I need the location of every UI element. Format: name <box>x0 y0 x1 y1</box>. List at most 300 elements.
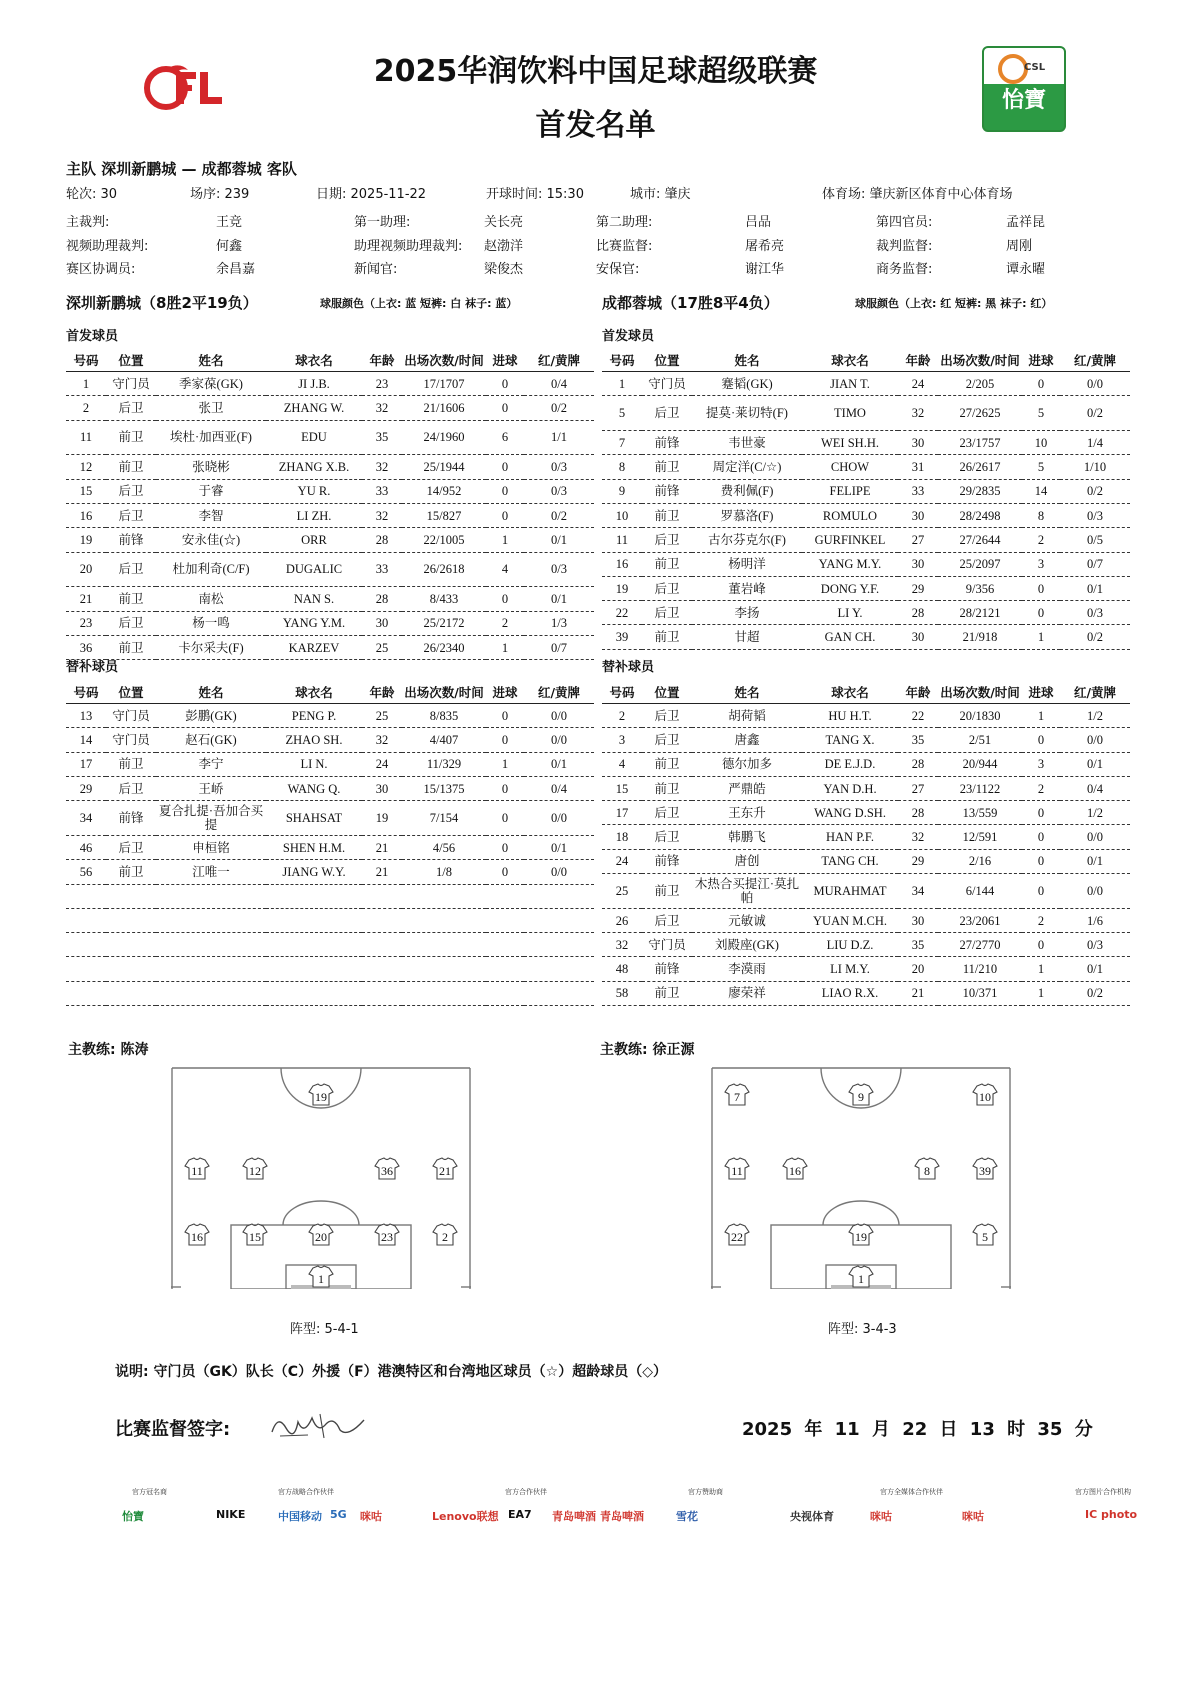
player-cell: 33 <box>362 552 402 587</box>
shirt-number: 1 <box>318 1272 324 1286</box>
player-shirt-icon <box>973 1224 997 1245</box>
player-cell: 28 <box>898 601 938 625</box>
player-cell: 20 <box>66 552 106 587</box>
player-cell: 守门员 <box>642 372 692 396</box>
player-cell: 3 <box>602 728 642 752</box>
player-cell: 32 <box>362 455 402 479</box>
player-cell: 江唯一 <box>156 860 266 884</box>
shirt-number: 11 <box>191 1164 203 1178</box>
player-cell: 32 <box>898 825 938 849</box>
player-cell: 0 <box>1022 801 1060 825</box>
player-row <box>602 957 1130 981</box>
player-cell: 后卫 <box>106 552 156 587</box>
player-cell: 李扬 <box>692 601 802 625</box>
player-row <box>602 849 1130 873</box>
shirt-number: 19 <box>315 1090 327 1104</box>
sign-datetime: 2025 年 11 月 22 日 13 时 35 分 <box>742 1419 1093 1440</box>
player-shirt-icon <box>185 1158 209 1179</box>
player-cell: 25 <box>362 635 402 659</box>
player-cell: 30 <box>898 908 938 932</box>
player-cell: 46 <box>66 835 106 859</box>
player-cell: 申桓铭 <box>156 835 266 859</box>
player-cell: 35 <box>362 420 402 455</box>
player-cell: 夏合扎提·吾加合买提 <box>156 801 266 836</box>
away-formation-pitch <box>711 1067 1011 1289</box>
official-role: 商务监督: <box>876 262 933 277</box>
player-shirt-icon <box>243 1224 267 1245</box>
shirt-number: 1 <box>858 1272 864 1286</box>
player-cell: 23 <box>362 372 402 396</box>
player-row <box>66 372 594 396</box>
player-cell: 36 <box>66 635 106 659</box>
player-cell: 7 <box>602 431 642 455</box>
player-cell: TANG CH. <box>802 849 898 873</box>
player-cell: 李漠雨 <box>692 957 802 981</box>
player-cell: 30 <box>898 431 938 455</box>
player-cell: 0/5 <box>1060 528 1130 552</box>
home-formation-pitch <box>171 1067 471 1289</box>
player-cell: 0/1 <box>524 835 594 859</box>
column-header: 年龄 <box>898 681 938 704</box>
player-cell: DE E.J.D. <box>802 752 898 776</box>
supervisor-signature <box>268 1408 368 1446</box>
sponsor-category: 官方赞助商 <box>688 1488 723 1496</box>
player-row <box>602 396 1130 431</box>
player-cell: 1/1 <box>524 420 594 455</box>
sponsor-logo: 咪咕 <box>360 1510 382 1523</box>
player-cell: 12/591 <box>938 825 1022 849</box>
player-row <box>66 752 594 776</box>
sponsor-logo: IC photo <box>1085 1508 1138 1521</box>
shirt-number: 20 <box>315 1230 327 1244</box>
player-cell: 廖荣祥 <box>692 981 802 1005</box>
column-header: 位置 <box>642 681 692 704</box>
player-cell: 20/944 <box>938 752 1022 776</box>
player-row <box>602 528 1130 552</box>
player-cell: LIAO R.X. <box>802 981 898 1005</box>
player-cell: 唐创 <box>692 849 802 873</box>
player-cell: 10/371 <box>938 981 1022 1005</box>
official-role: 安保官: <box>596 262 640 277</box>
player-cell: 5 <box>602 396 642 431</box>
sponsor-logo: 5G <box>330 1508 347 1521</box>
player-cell: 1 <box>1022 704 1060 728</box>
player-row <box>66 704 594 728</box>
player-cell: 前锋 <box>642 849 692 873</box>
shirt-number: 36 <box>381 1164 393 1178</box>
player-cell: 周定洋(C/☆) <box>692 455 802 479</box>
player-cell: 17/1707 <box>402 372 486 396</box>
player-cell: 0/7 <box>1060 552 1130 576</box>
player-cell: 32 <box>602 933 642 957</box>
column-header: 姓名 <box>692 349 802 372</box>
official-role: 第一助理: <box>354 215 411 230</box>
player-cell: 10 <box>602 503 642 527</box>
sponsor-logo: 咪咕 <box>962 1510 984 1523</box>
player-cell: WANG D.SH. <box>802 801 898 825</box>
player-cell: ZHANG X.B. <box>266 455 362 479</box>
column-header: 年龄 <box>362 681 402 704</box>
player-cell: 2 <box>1022 776 1060 800</box>
player-cell: 0/2 <box>1060 625 1130 649</box>
away-formation-label: 阵型: 3-4-3 <box>828 1322 897 1337</box>
player-cell: 0 <box>1022 849 1060 873</box>
player-cell: 1 <box>1022 957 1060 981</box>
player-cell: 10 <box>1022 431 1060 455</box>
player-cell: 后卫 <box>106 611 156 635</box>
player-cell: 27/2625 <box>938 396 1022 431</box>
player-cell: 15 <box>602 776 642 800</box>
player-cell: 28/2498 <box>938 503 1022 527</box>
round: 轮次: 30 <box>66 187 118 202</box>
player-cell: WEI SH.H. <box>802 431 898 455</box>
shirt-number: 12 <box>249 1164 261 1178</box>
player-cell: 14 <box>66 728 106 752</box>
player-cell: 12 <box>66 455 106 479</box>
official-name: 关长亮 <box>484 215 524 230</box>
player-row <box>66 835 594 859</box>
kickoff-time: 开球时间: 15:30 <box>486 187 584 202</box>
player-row <box>66 776 594 800</box>
player-cell: 14 <box>1022 479 1060 503</box>
official-name: 周刚 <box>1006 239 1033 254</box>
shirt-number: 23 <box>381 1230 393 1244</box>
player-row <box>602 752 1130 776</box>
player-cell: 王峤 <box>156 776 266 800</box>
column-header: 号码 <box>66 349 106 372</box>
player-cell: 蹇韬(GK) <box>692 372 802 396</box>
player-cell: 0/2 <box>1060 479 1130 503</box>
away-coach: 主教练: 徐正源 <box>600 1042 695 1058</box>
official-role: 主裁判: <box>66 215 110 230</box>
player-row <box>602 455 1130 479</box>
player-cell: 守门员 <box>106 372 156 396</box>
player-row <box>66 728 594 752</box>
away-starters-table <box>602 349 1130 650</box>
player-cell: 0/3 <box>524 455 594 479</box>
player-cell: 35 <box>898 728 938 752</box>
player-cell: 32 <box>898 396 938 431</box>
player-cell: 后卫 <box>642 601 692 625</box>
official-role: 视频助理裁判: <box>66 239 149 254</box>
sponsor-logo: Lenovo联想 <box>432 1510 499 1523</box>
home-team-name: 深圳新鹏城（8胜2平19负） <box>66 294 258 312</box>
player-cell: 0/1 <box>1060 957 1130 981</box>
player-row <box>602 601 1130 625</box>
shirt-number: 22 <box>731 1230 743 1244</box>
player-cell: 后卫 <box>642 576 692 600</box>
player-cell: 前卫 <box>106 860 156 884</box>
empty-row <box>66 908 594 932</box>
player-cell: 29 <box>898 849 938 873</box>
player-cell: 0/2 <box>1060 981 1130 1005</box>
csl-logo: CSL 怡寶 <box>982 46 1066 132</box>
player-cell: 0/3 <box>1060 503 1130 527</box>
player-cell: 58 <box>602 981 642 1005</box>
official-name: 余昌嘉 <box>216 262 256 277</box>
player-cell: LIU D.Z. <box>802 933 898 957</box>
player-cell: 8/835 <box>402 704 486 728</box>
player-cell: GAN CH. <box>802 625 898 649</box>
column-header: 姓名 <box>692 681 802 704</box>
player-cell: 2 <box>602 704 642 728</box>
column-header: 红/黄牌 <box>1060 681 1130 704</box>
player-shirt-icon <box>309 1084 333 1105</box>
sponsor-logo: 青岛啤酒 <box>552 1510 596 1523</box>
column-header: 球衣名 <box>266 349 362 372</box>
player-cell: 28 <box>362 587 402 611</box>
home-subs-label: 替补球员 <box>66 660 119 675</box>
player-cell: 13/559 <box>938 801 1022 825</box>
player-cell: 前卫 <box>642 455 692 479</box>
sponsor-logo: 央视体育 <box>790 1510 834 1523</box>
player-cell: 0 <box>486 503 524 527</box>
player-cell: 韩鹏飞 <box>692 825 802 849</box>
player-cell: 23/2061 <box>938 908 1022 932</box>
player-cell: 29/2835 <box>938 479 1022 503</box>
player-cell: 后卫 <box>642 908 692 932</box>
player-cell: 前锋 <box>642 431 692 455</box>
player-cell: 26 <box>602 908 642 932</box>
player-cell: CHOW <box>802 455 898 479</box>
player-cell: 26/2340 <box>402 635 486 659</box>
column-header: 出场次数/时间 <box>938 349 1022 372</box>
player-cell: 5 <box>1022 396 1060 431</box>
page-subtitle: 首发名单 <box>535 108 656 143</box>
shirt-number: 19 <box>855 1230 867 1244</box>
player-cell: 25 <box>602 874 642 909</box>
player-row <box>66 420 594 455</box>
player-cell: 前卫 <box>106 635 156 659</box>
player-cell: 后卫 <box>106 835 156 859</box>
player-cell: 34 <box>66 801 106 836</box>
column-header: 红/黄牌 <box>524 349 594 372</box>
shirt-number: 11 <box>731 1164 743 1178</box>
player-cell: 28/2121 <box>938 601 1022 625</box>
player-cell: 0/2 <box>1060 396 1130 431</box>
player-cell: JI J.B. <box>266 372 362 396</box>
player-cell: 21 <box>66 587 106 611</box>
official-name: 王竞 <box>216 215 243 230</box>
player-cell: 0/4 <box>524 372 594 396</box>
player-cell: PENG P. <box>266 704 362 728</box>
column-header: 年龄 <box>898 349 938 372</box>
player-row <box>602 479 1130 503</box>
player-cell: 32 <box>362 503 402 527</box>
player-cell: 30 <box>362 611 402 635</box>
player-cell: 守门员 <box>106 728 156 752</box>
column-header: 年龄 <box>362 349 402 372</box>
player-cell: 34 <box>898 874 938 909</box>
player-cell: 刘殿座(GK) <box>692 933 802 957</box>
player-cell: 李智 <box>156 503 266 527</box>
player-cell: 28 <box>898 752 938 776</box>
player-cell: 韦世豪 <box>692 431 802 455</box>
player-row <box>602 728 1130 752</box>
player-cell: 14/952 <box>402 479 486 503</box>
player-cell: 6/144 <box>938 874 1022 909</box>
player-cell: 39 <box>602 625 642 649</box>
player-shirt-icon <box>375 1224 399 1245</box>
player-cell: 后卫 <box>642 801 692 825</box>
away-subs-table <box>602 681 1130 1006</box>
player-cell: SHAHSAT <box>266 801 362 836</box>
player-cell: 0 <box>486 479 524 503</box>
player-cell: 16 <box>602 552 642 576</box>
player-cell: 前卫 <box>106 455 156 479</box>
player-shirt-icon <box>243 1158 267 1179</box>
player-cell: 前卫 <box>642 552 692 576</box>
player-cell: 3 <box>1022 752 1060 776</box>
sponsor-category: 官方图片合作机构 <box>1075 1488 1131 1496</box>
player-cell: 8 <box>1022 503 1060 527</box>
player-cell: 后卫 <box>106 776 156 800</box>
player-cell: 56 <box>66 860 106 884</box>
player-row <box>66 479 594 503</box>
player-cell: 27 <box>898 776 938 800</box>
player-cell: 后卫 <box>642 728 692 752</box>
player-row <box>66 503 594 527</box>
player-cell: 32 <box>362 396 402 420</box>
column-header: 号码 <box>602 681 642 704</box>
player-shirt-icon <box>849 1224 873 1245</box>
official-role: 比赛监督: <box>596 239 653 254</box>
column-header: 进球 <box>1022 681 1060 704</box>
player-cell: 王东升 <box>692 801 802 825</box>
shirt-number: 21 <box>439 1164 451 1178</box>
official-role: 助理视频助理裁判: <box>354 239 463 254</box>
player-cell: 30 <box>898 625 938 649</box>
player-cell: 30 <box>362 776 402 800</box>
player-cell: 23/1757 <box>938 431 1022 455</box>
player-cell: 彭鹏(GK) <box>156 704 266 728</box>
supervisor-sign-label: 比赛监督签字: <box>115 1419 231 1440</box>
shirt-number: 7 <box>734 1090 740 1104</box>
player-cell: 8/433 <box>402 587 486 611</box>
official-name: 谭永曜 <box>1006 262 1046 277</box>
page-title: 2025华润饮料中国足球超级联赛 <box>373 54 818 89</box>
player-cell: 22/1005 <box>402 528 486 552</box>
player-shirt-icon <box>185 1224 209 1245</box>
column-header: 进球 <box>1022 349 1060 372</box>
player-shirt-icon <box>433 1224 457 1245</box>
shirt-number: 16 <box>789 1164 801 1178</box>
player-cell: 23 <box>66 611 106 635</box>
player-cell: 前卫 <box>106 752 156 776</box>
column-header: 号码 <box>602 349 642 372</box>
player-cell: 24 <box>362 752 402 776</box>
player-cell: 1/3 <box>524 611 594 635</box>
player-cell: ORR <box>266 528 362 552</box>
player-shirt-icon <box>915 1158 939 1179</box>
sponsor-logo: EA7 <box>508 1508 532 1521</box>
player-cell: 48 <box>602 957 642 981</box>
player-row <box>602 625 1130 649</box>
player-cell: 0 <box>486 704 524 728</box>
player-row <box>602 801 1130 825</box>
player-cell: YAN D.H. <box>802 776 898 800</box>
sponsor-logo: 咪咕 <box>870 1510 892 1523</box>
away-kit-colors: 球服颜色（上衣: 红 短裤: 黑 袜子: 红） <box>855 297 1053 310</box>
player-cell: 张卫 <box>156 396 266 420</box>
player-cell: 安永佳(☆) <box>156 528 266 552</box>
official-name: 赵渤洋 <box>484 239 524 254</box>
player-cell: 9/356 <box>938 576 1022 600</box>
legend-note: 说明: 守门员（GK）队长（C）外援（F）港澳特区和台湾地区球员（☆）超龄球员（◇） <box>115 1364 667 1380</box>
player-cell: 2/16 <box>938 849 1022 873</box>
player-shirt-icon <box>725 1224 749 1245</box>
player-row <box>602 825 1130 849</box>
official-name: 吕品 <box>745 215 772 230</box>
player-cell: 守门员 <box>642 933 692 957</box>
player-row <box>66 860 594 884</box>
player-cell: 11 <box>602 528 642 552</box>
sponsor-logo: 怡寶 <box>122 1510 144 1523</box>
player-cell: EDU <box>266 420 362 455</box>
player-cell: 德尔加多 <box>692 752 802 776</box>
sponsor-category: 官方冠名商 <box>132 1488 167 1496</box>
player-cell: 严鼎皓 <box>692 776 802 800</box>
column-header: 姓名 <box>156 681 266 704</box>
player-cell: 25/1944 <box>402 455 486 479</box>
empty-row <box>66 884 594 908</box>
sponsor-logo: 青岛啤酒 <box>600 1510 644 1523</box>
player-cell: 1/6 <box>1060 908 1130 932</box>
player-cell: 0 <box>486 801 524 836</box>
player-cell: 31 <box>898 455 938 479</box>
player-cell: 9 <box>602 479 642 503</box>
player-cell: 0 <box>1022 601 1060 625</box>
player-cell: 0 <box>486 860 524 884</box>
shirt-number: 39 <box>979 1164 991 1178</box>
player-shirt-icon <box>973 1158 997 1179</box>
player-cell: YU R. <box>266 479 362 503</box>
player-row <box>602 431 1130 455</box>
sponsor-logo: NIKE <box>216 1508 246 1521</box>
player-cell: 前卫 <box>642 752 692 776</box>
player-cell: 0/1 <box>524 528 594 552</box>
player-cell: 21/1606 <box>402 396 486 420</box>
player-cell: 25 <box>362 704 402 728</box>
shirt-number: 15 <box>249 1230 261 1244</box>
player-row <box>66 552 594 587</box>
player-cell: 后卫 <box>642 528 692 552</box>
player-cell: 0 <box>1022 933 1060 957</box>
player-row <box>602 981 1130 1005</box>
player-cell: 1/2 <box>1060 704 1130 728</box>
player-cell: YANG M.Y. <box>802 552 898 576</box>
player-cell: LI N. <box>266 752 362 776</box>
shirt-number: 2 <box>442 1230 448 1244</box>
player-cell: 0/2 <box>524 396 594 420</box>
player-cell: 7/154 <box>402 801 486 836</box>
player-cell: 2 <box>1022 908 1060 932</box>
player-cell: 0/0 <box>524 728 594 752</box>
column-header: 进球 <box>486 681 524 704</box>
player-cell: 4 <box>602 752 642 776</box>
player-row <box>602 874 1130 909</box>
player-cell: 0/0 <box>1060 825 1130 849</box>
player-cell: 11 <box>66 420 106 455</box>
player-cell: 张晓彬 <box>156 455 266 479</box>
player-cell: 21 <box>898 981 938 1005</box>
player-cell: 35 <box>898 933 938 957</box>
player-cell: 前卫 <box>642 981 692 1005</box>
player-cell: 后卫 <box>642 704 692 728</box>
player-row <box>66 611 594 635</box>
player-cell: YANG Y.M. <box>266 611 362 635</box>
player-cell: 0 <box>486 372 524 396</box>
